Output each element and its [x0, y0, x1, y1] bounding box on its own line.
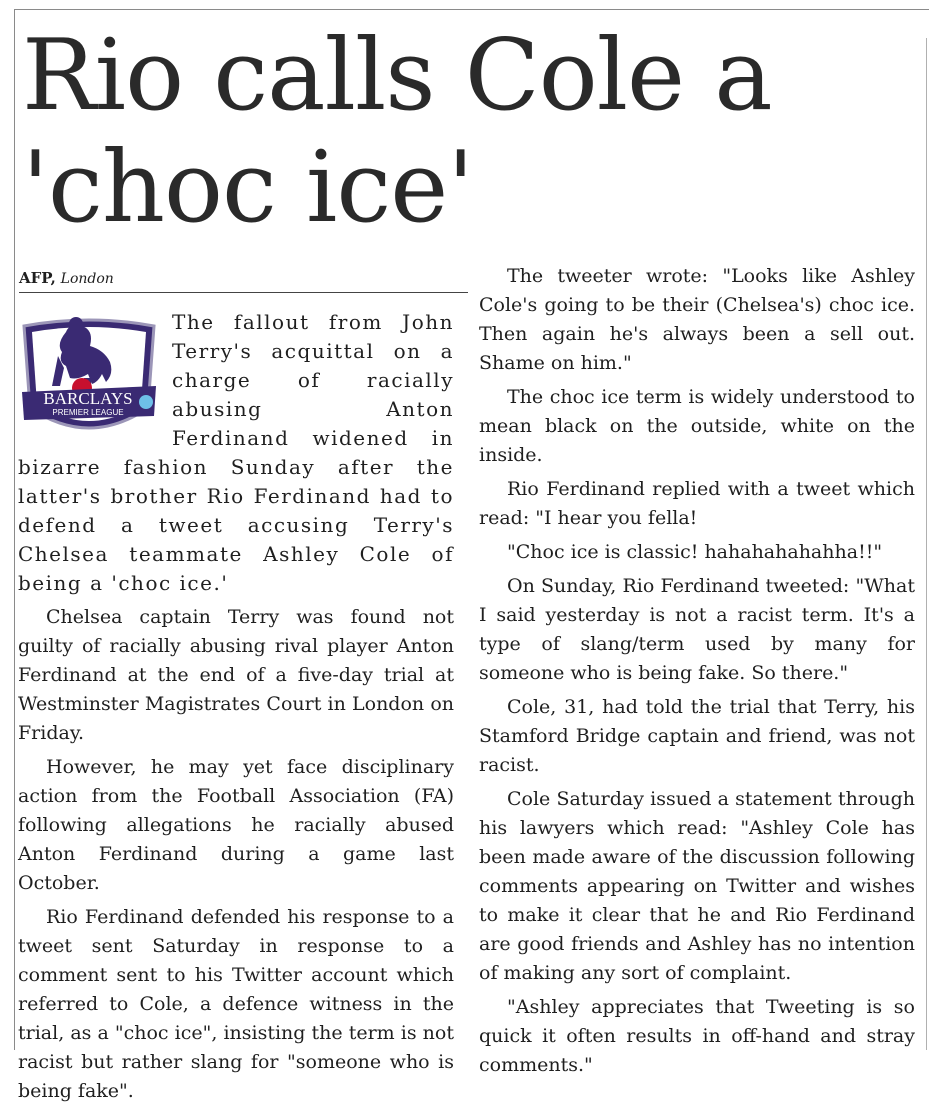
paragraph: Chelsea captain Terry was found not guilty of racially abusing rival player Anton Ferdinand at the end of a five-day trial at Westminster Magistrates Court in London on Friday.: [18, 606, 454, 744]
column-right-rule: [926, 38, 927, 1050]
byline-city: London: [60, 271, 114, 287]
paragraph: Rio Ferdinand defended his response to a tweet sent Saturday in response to a comment sent to his Twitter account which referred to Cole, a defence witness in the trial, as a "choc ice", insisting the term is not racist but rather slang for "someone who is being fake".: [18, 906, 454, 1102]
paragraph: "Ashley appreciates that Tweeting is so quick it often results in off-hand and stray comments.": [479, 996, 915, 1076]
paragraph: However, he may yet face disciplinary action from the Football Association (FA) following allegations he racially abused Anton Ferdinand during a game last October.: [18, 756, 454, 894]
right-column: [479, 262, 915, 1085]
premier-league-logo: [18, 312, 160, 440]
headline: Rio calls Cole a 'choc ice': [22, 19, 772, 245]
paragraph: The fallout from John Terry's acquittal on a charge of racially abusing Anton Ferdinand widened in bizarre fashion Sunday after the latter's brother Rio Ferdinand had to defend a tweet accusing Terry's Chelsea teammate Ashley Cole of being a 'choc ice.': [18, 310, 454, 595]
byline: [19, 265, 468, 293]
paragraph: The tweeter wrote: "Looks like Ashley Cole's going to be their (Chelsea's) choc ice. Then again he's always been a sell out. Shame on him.": [479, 265, 915, 374]
paragraph: Rio Ferdinand replied with a tweet which read: "I hear you fella!: [479, 478, 915, 529]
byline-agency: AFP,: [19, 269, 56, 287]
paragraph: "Choc ice is classic! hahahahahahha!!": [507, 541, 883, 563]
logo-league: PREMIER LEAGUE: [52, 408, 124, 417]
paragraph: Cole, 31, had told the trial that Terry, his Stamford Bridge captain and friend, was not racist.: [479, 696, 915, 776]
paragraph: The choc ice term is widely understood to mean black on the outside, white on the inside.: [479, 386, 915, 466]
paragraph: On Sunday, Rio Ferdinand tweeted: "What I said yesterday is not a racist term. It's a type of slang/term used by many for someone who is being fake. So there.": [479, 575, 915, 684]
left-column: [18, 308, 454, 1111]
paragraph: Cole Saturday issued a statement through his lawyers which read: "Ashley Cole has been made aware of the discussion following comments appearing on Twitter and wishes to make it clear that he and Rio Ferdinand are good friends and Ashley has no intention of making any sort of complaint.: [479, 788, 915, 984]
top-rule: [14, 9, 929, 10]
left-rule: [14, 9, 15, 1050]
ball-icon: [139, 395, 153, 409]
logo-brand: BARCLAYS: [43, 389, 133, 408]
